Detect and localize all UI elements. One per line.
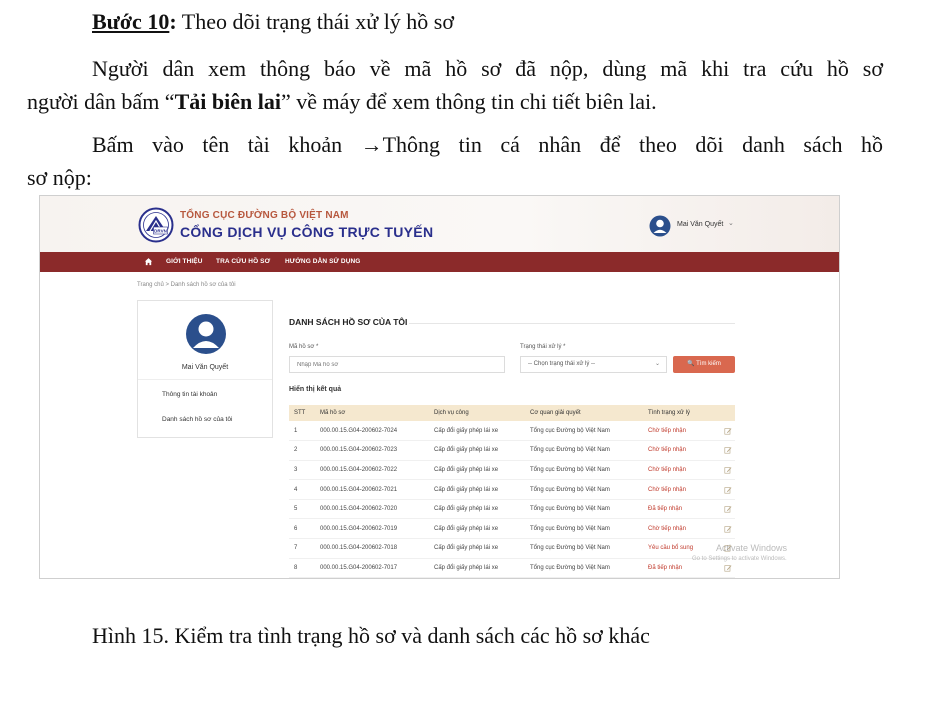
cell-agency: Tổng cục Đường bộ Việt Nam	[525, 460, 643, 480]
cell-status: Chờ tiếp nhận	[643, 460, 715, 480]
status-label: Trạng thái xử lý *	[520, 344, 566, 350]
cell-dossier-code: 000.00.15.G04-200602-7017	[315, 558, 429, 578]
table-header-row	[289, 405, 735, 421]
cell-stt: 6	[289, 519, 315, 539]
cell-stt: 4	[289, 480, 315, 500]
page-title: DANH SÁCH HỒ SƠ CỦA TÔI	[289, 317, 408, 327]
search-button[interactable]: 🔍 Tìm kiếm	[673, 356, 735, 373]
cell-dossier-code: 000.00.15.G04-200602-7019	[315, 519, 429, 539]
cell-service: Cấp đổi giấy phép lái xe	[429, 460, 525, 480]
cell-dossier-code: 000.00.15.G04-200602-7020	[315, 499, 429, 519]
cell-service: Cấp đổi giấy phép lái xe	[429, 480, 525, 500]
profile-avatar-icon	[185, 313, 227, 355]
paragraph-2-line-2: sơ nộp:	[27, 165, 92, 190]
cell-agency: Tổng cục Đường bộ Việt Nam	[525, 558, 643, 578]
nav-guide[interactable]: HƯỚNG DẪN SỬ DỤNG	[285, 258, 361, 265]
cell-status: Chờ tiếp nhận	[643, 480, 715, 500]
cell-action	[715, 519, 735, 539]
paragraph-1-line-1: Người dân xem thông báo về mã hồ sơ đã nộp, dùng mã khi tra cứu hồ sơ	[92, 56, 883, 81]
drvn-logo-icon	[138, 207, 174, 243]
cell-status: Đã tiếp nhận	[643, 499, 715, 519]
cell-action	[715, 499, 735, 519]
dossier-table	[289, 405, 735, 578]
step-colon: :	[169, 9, 177, 34]
edit-icon[interactable]	[724, 505, 732, 513]
cell-agency: Tổng cục Đường bộ Việt Nam	[525, 499, 643, 519]
user-avatar-icon[interactable]	[649, 215, 671, 237]
status-select[interactable]	[520, 356, 667, 373]
table-row[interactable]	[289, 499, 735, 519]
status-select-value: -- Chọn trạng thái xử lý --	[528, 361, 596, 367]
sidebar-item-my-dossiers[interactable]: Danh sách hồ sơ của tôi	[162, 416, 233, 423]
table-row[interactable]	[289, 421, 735, 441]
cell-status: Yêu cầu bổ sung	[643, 539, 715, 559]
cell-stt: 8	[289, 558, 315, 578]
para1-line2-pre: người dân bấm “	[27, 89, 175, 114]
nav-lookup[interactable]: TRA CỨU HỒ SƠ	[216, 258, 271, 265]
table-row[interactable]	[289, 460, 735, 480]
col-status: Tình trạng xử lý	[643, 405, 715, 421]
cell-stt: 2	[289, 441, 315, 461]
receipt-download-text: Tải biên lai	[174, 89, 281, 114]
nav-about[interactable]: GIỚI THIỆU	[166, 258, 203, 265]
paragraph-1-line-2	[27, 88, 657, 116]
dossier-code-label: Mã hồ sơ *	[289, 344, 319, 350]
cell-service: Cấp đổi giấy phép lái xe	[429, 421, 525, 441]
edit-icon[interactable]	[724, 525, 732, 533]
table-row[interactable]	[289, 441, 735, 461]
title-underline	[409, 323, 735, 324]
logo-text: DRVN	[154, 228, 167, 234]
cell-dossier-code: 000.00.15.G04-200602-7022	[315, 460, 429, 480]
cell-status: Chờ tiếp nhận	[643, 421, 715, 441]
activate-windows-watermark: Activate Windows	[716, 543, 788, 553]
table-row[interactable]	[289, 519, 735, 539]
step-title: Theo dõi trạng thái xử lý hồ sơ	[176, 9, 454, 34]
col-action	[715, 405, 735, 421]
step-heading	[92, 8, 454, 36]
cell-service: Cấp đổi giấy phép lái xe	[429, 519, 525, 539]
paragraph-2-line-1: Bấm vào tên tài khoản →Thông tin cá nhân để theo dõi danh sách hồ	[92, 132, 883, 157]
cell-agency: Tổng cục Đường bộ Việt Nam	[525, 480, 643, 500]
cell-status: Đã tiếp nhận	[643, 558, 715, 578]
cell-dossier-code: 000.00.15.G04-200602-7023	[315, 441, 429, 461]
col-code: Mã hồ sơ	[315, 405, 429, 421]
cell-stt: 5	[289, 499, 315, 519]
cell-action	[715, 421, 735, 441]
edit-icon[interactable]	[724, 486, 732, 494]
portal-header	[40, 196, 839, 252]
cell-action	[715, 441, 735, 461]
account-sidebar	[137, 300, 273, 438]
edit-icon[interactable]	[724, 564, 732, 572]
table-row[interactable]	[289, 480, 735, 500]
breadcrumb[interactable]: Trang chủ > Danh sách hồ sơ của tôi	[137, 282, 236, 288]
cell-dossier-code: 000.00.15.G04-200602-7021	[315, 480, 429, 500]
main-navbar	[40, 252, 839, 272]
edit-icon[interactable]	[724, 466, 732, 474]
dossier-code-input[interactable]	[289, 356, 505, 373]
portal-screenshot	[39, 195, 840, 579]
col-agency: Cơ quan giải quyết	[525, 405, 643, 421]
sidebar-item-account-info[interactable]: Thông tin tài khoản	[162, 391, 218, 398]
sidebar-user-name: Mai Văn Quyết	[181, 364, 229, 371]
col-stt: STT	[289, 405, 315, 421]
cell-service: Cấp đổi giấy phép lái xe	[429, 441, 525, 461]
table-row[interactable]	[289, 539, 735, 559]
sidebar-divider	[138, 379, 272, 380]
table-row[interactable]	[289, 558, 735, 578]
cell-service: Cấp đổi giấy phép lái xe	[429, 499, 525, 519]
cell-service: Cấp đổi giấy phép lái xe	[429, 539, 525, 559]
cell-agency: Tổng cục Đường bộ Việt Nam	[525, 441, 643, 461]
para1-line2-post: ” về máy để xem thông tin chi tiết biên lai.	[280, 89, 657, 114]
cell-agency: Tổng cục Đường bộ Việt Nam	[525, 519, 643, 539]
activate-windows-hint: Go to Settings to activate Windows.	[692, 556, 787, 562]
cell-status: Chờ tiếp nhận	[643, 441, 715, 461]
cell-stt: 3	[289, 460, 315, 480]
cell-agency: Tổng cục Đường bộ Việt Nam	[525, 539, 643, 559]
cell-stt: 7	[289, 539, 315, 559]
edit-icon[interactable]	[724, 446, 732, 454]
step-label: Bước 10	[92, 9, 170, 34]
cell-action	[715, 480, 735, 500]
col-service: Dịch vụ công	[429, 405, 525, 421]
cell-status: Chờ tiếp nhận	[643, 519, 715, 539]
results-label: Hiển thị kết quả	[289, 386, 342, 393]
edit-icon[interactable]	[724, 427, 732, 435]
cell-dossier-code: 000.00.15.G04-200602-7024	[315, 421, 429, 441]
account-name-menu[interactable]: Mai Văn Quyết	[677, 221, 724, 228]
org-name: TỔNG CỤC ĐƯỜNG BỘ VIỆT NAM	[180, 210, 349, 221]
cell-stt: 1	[289, 421, 315, 441]
cell-dossier-code: 000.00.15.G04-200602-7018	[315, 539, 429, 559]
cell-action	[715, 460, 735, 480]
figure-caption: Hình 15. Kiểm tra tình trạng hồ sơ và danh sách các hồ sơ khác	[92, 623, 650, 648]
cell-service: Cấp đổi giấy phép lái xe	[429, 558, 525, 578]
portal-name[interactable]: CỔNG DỊCH VỤ CÔNG TRỰC TUYẾN	[180, 224, 434, 240]
chevron-down-icon[interactable]: ⌄	[728, 220, 734, 227]
cell-agency: Tổng cục Đường bộ Việt Nam	[525, 421, 643, 441]
home-icon[interactable]	[144, 257, 153, 266]
chevron-down-icon: ⌄	[654, 361, 660, 367]
